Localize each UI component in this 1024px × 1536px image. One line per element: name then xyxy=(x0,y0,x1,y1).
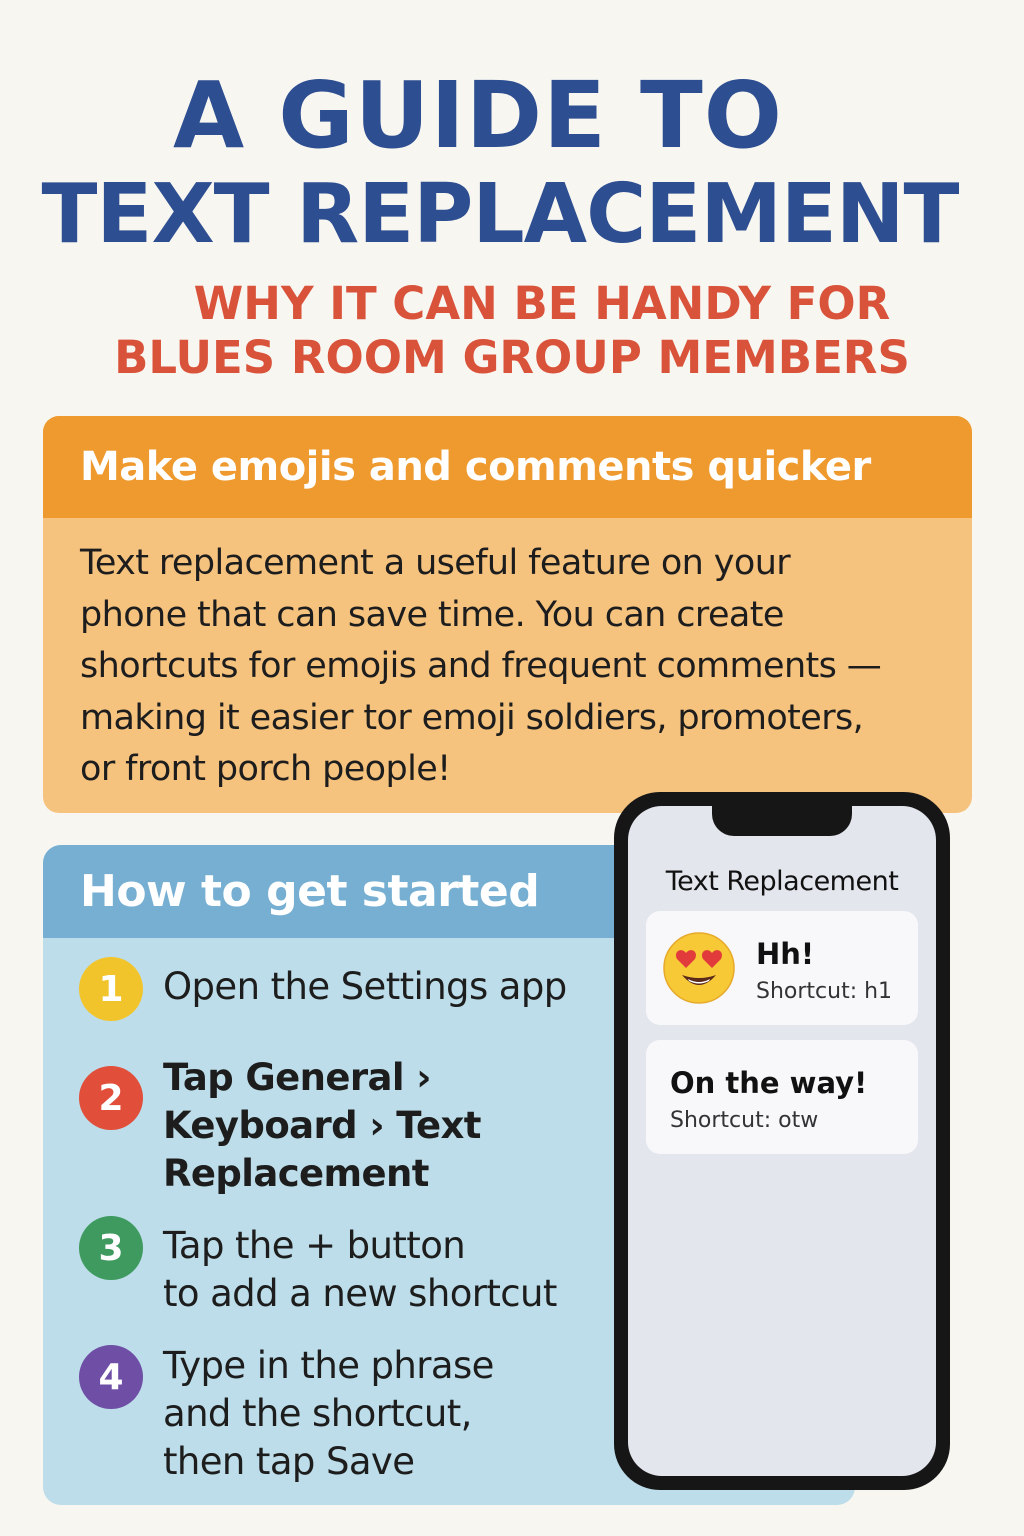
entry-shortcut: Shortcut: h1 xyxy=(756,979,893,1004)
step-line: Tap the + button xyxy=(163,1224,466,1267)
intro-line: phone that can save time. You can create xyxy=(80,594,784,635)
step-line: to add a new shortcut xyxy=(163,1272,557,1315)
screen-title: Text Replacement xyxy=(665,866,899,897)
step-number-badge: 4 xyxy=(79,1345,143,1409)
subtitle-line-2: BLUES ROOM GROUP MEMBERS xyxy=(114,331,910,384)
phone-notch xyxy=(712,806,852,836)
step-line: Tap General › xyxy=(163,1056,431,1099)
step-text xyxy=(163,1342,494,1486)
intro-line: shortcuts for emojis and frequent comments — xyxy=(80,646,882,686)
step-line: Type in the phrase xyxy=(163,1344,494,1387)
step-text xyxy=(163,1222,557,1318)
title-line-2: TEXT REPLACEMENT xyxy=(41,167,959,262)
entry-phrase: Hh! xyxy=(756,937,815,971)
step-number-badge: 3 xyxy=(79,1216,143,1280)
phone-screen xyxy=(628,806,936,1476)
step-line: Open the Settings app xyxy=(163,965,567,1008)
step-number-badge: 1 xyxy=(79,957,143,1021)
step-2 xyxy=(79,1054,481,1198)
entry-phrase: On the way! xyxy=(670,1066,868,1100)
intro-card xyxy=(43,416,972,813)
step-3 xyxy=(79,1222,557,1318)
step-1 xyxy=(79,956,567,1021)
intro-card-heading: Make emojis and comments quicker xyxy=(43,416,972,518)
intro-card-body xyxy=(43,518,972,796)
step-4 xyxy=(79,1342,494,1486)
replacement-entry[interactable] xyxy=(646,1040,918,1154)
step-text xyxy=(163,1054,481,1198)
intro-line: Text replacement a useful feature on your xyxy=(80,543,791,583)
step-line: then tap Save xyxy=(163,1440,415,1483)
entry-shortcut: Shortcut: otw xyxy=(670,1108,819,1133)
subtitle-line-1: WHY IT CAN BE HANDY FOR xyxy=(193,277,891,330)
heart-eyes-emoji-icon xyxy=(662,931,736,1005)
step-number-badge: 2 xyxy=(79,1066,143,1130)
phone-illustration xyxy=(614,792,950,1490)
step-line: and the shortcut, xyxy=(163,1392,472,1435)
intro-line: or front porch people! xyxy=(80,749,451,789)
step-text xyxy=(163,963,567,1011)
title-line-1: A GUIDE TO xyxy=(173,62,783,169)
step-line: Replacement xyxy=(163,1152,429,1195)
steps-card-heading: How to get started xyxy=(43,845,855,938)
replacement-entry[interactable] xyxy=(646,911,918,1025)
step-line: Keyboard › Text xyxy=(163,1104,481,1147)
intro-line: making it easier tor emoji soldiers, promoters, xyxy=(80,697,864,738)
